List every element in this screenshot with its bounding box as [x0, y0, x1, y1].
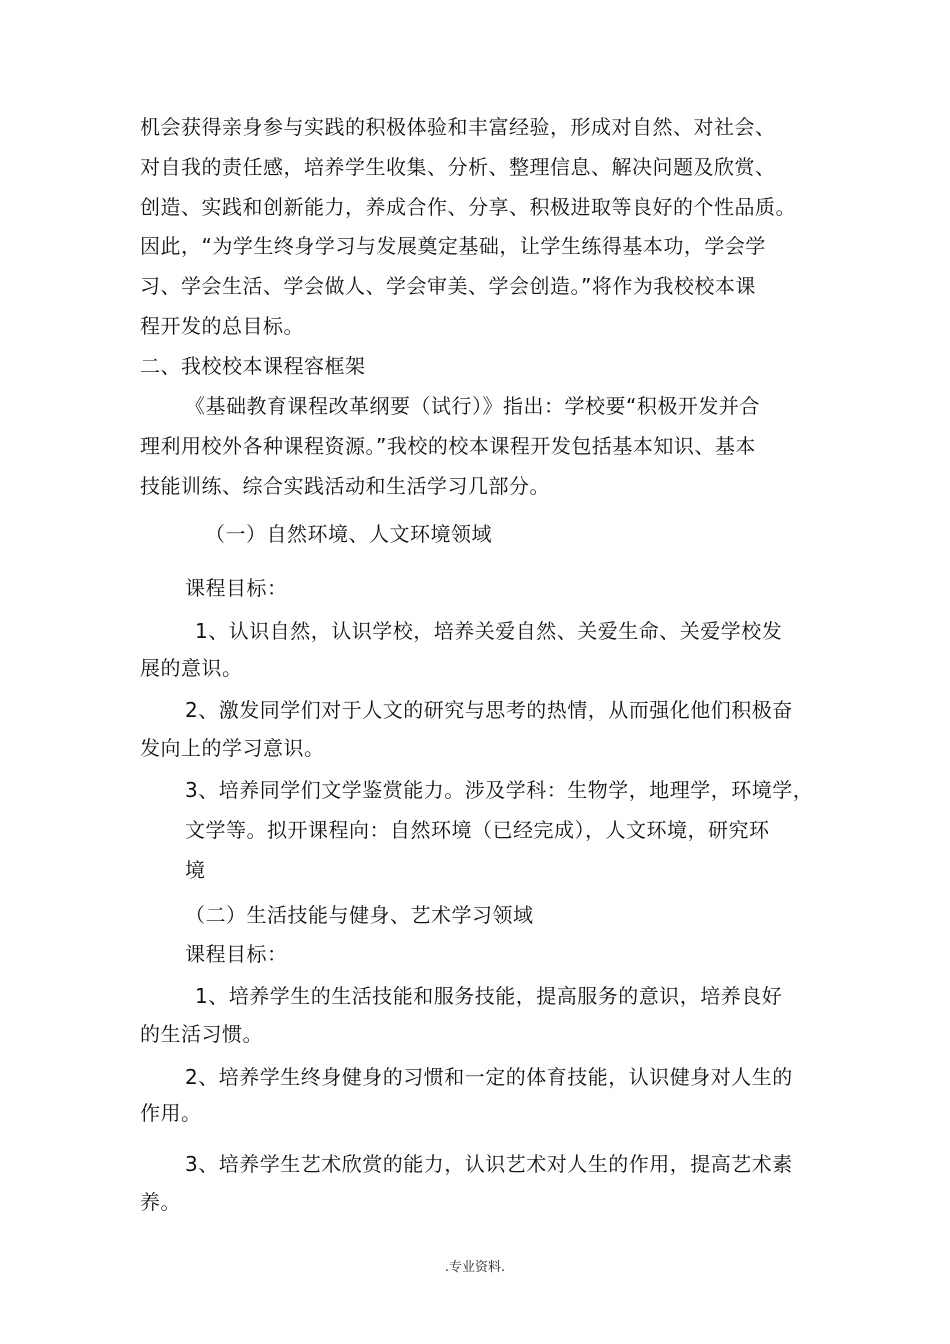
subsection-heading: （二）生活技能与健身、艺术学习领域	[185, 903, 534, 927]
body-text-line: 程开发的总目标。	[140, 314, 304, 338]
goal-item-line: 养。	[140, 1190, 181, 1214]
course-goal-label: 课程目标：	[185, 576, 288, 600]
goal-item-line: 3、培养同学们文学鉴赏能力。涉及学科：生物学，地理学，环境学，	[185, 778, 814, 802]
body-text-line: 对自我的责任感，培养学生收集、分析、整理信息、解决问题及欣赏、	[140, 155, 776, 179]
body-text-line: 创造、实践和创新能力，养成合作、分享、积极进取等良好的个性品质。	[140, 195, 796, 219]
goal-item-line: 文学等。拟开课程向：自然环境（已经完成），人文环境，研究环	[185, 818, 770, 842]
goal-item-line: 境	[185, 858, 206, 882]
body-text-line: 理利用校外各种课程资源。”我校的校本课程开发包括基本知识、基本	[140, 434, 756, 458]
page-footer: .专业资料.	[444, 1260, 506, 1275]
goal-item-line: 1、培养学生的生活技能和服务技能，提高服务的意识，培养良好	[195, 984, 783, 1008]
body-text-line: 习、学会生活、学会做人、学会审美、学会创造。”将作为我校校本课	[140, 274, 756, 298]
course-goal-label: 课程目标：	[185, 942, 288, 966]
goal-item-line: 的生活习惯。	[140, 1022, 263, 1046]
goal-item-line: 1、认识自然，认识学校，培养关爱自然、关爱生命、关爱学校发	[195, 619, 783, 643]
goal-item-line: 作用。	[140, 1101, 202, 1125]
body-text-line: 《基础教育课程改革纲要（试行）》指出：学校要“积极开发并合	[185, 394, 760, 418]
goal-item-line: 2、培养学生终身健身的习惯和一定的体育技能，认识健身对人生的	[185, 1065, 793, 1089]
body-text-line: 技能训练、综合实践活动和生活学习几部分。	[140, 474, 550, 498]
goal-item-line: 展的意识。	[140, 656, 243, 680]
goal-item-line: 发向上的学习意识。	[140, 736, 325, 760]
body-text-line: 机会获得亲身参与实践的积极体验和丰富经验，形成对自然、对社会、	[140, 115, 776, 139]
goal-item-line: 2、激发同学们对于人文的研究与思考的热情，从而强化他们积极奋	[185, 698, 793, 722]
section-heading: 二、我校校本课程容框架	[140, 354, 366, 378]
body-text-line: 因此，“为学生终身学习与发展奠定基础，让学生练得基本功，学会学	[140, 234, 766, 258]
goal-item-line: 3、培养学生艺术欣赏的能力，认识艺术对人生的作用，提高艺术素	[185, 1152, 793, 1176]
subsection-heading: （一）自然环境、人文环境领域	[205, 522, 492, 546]
